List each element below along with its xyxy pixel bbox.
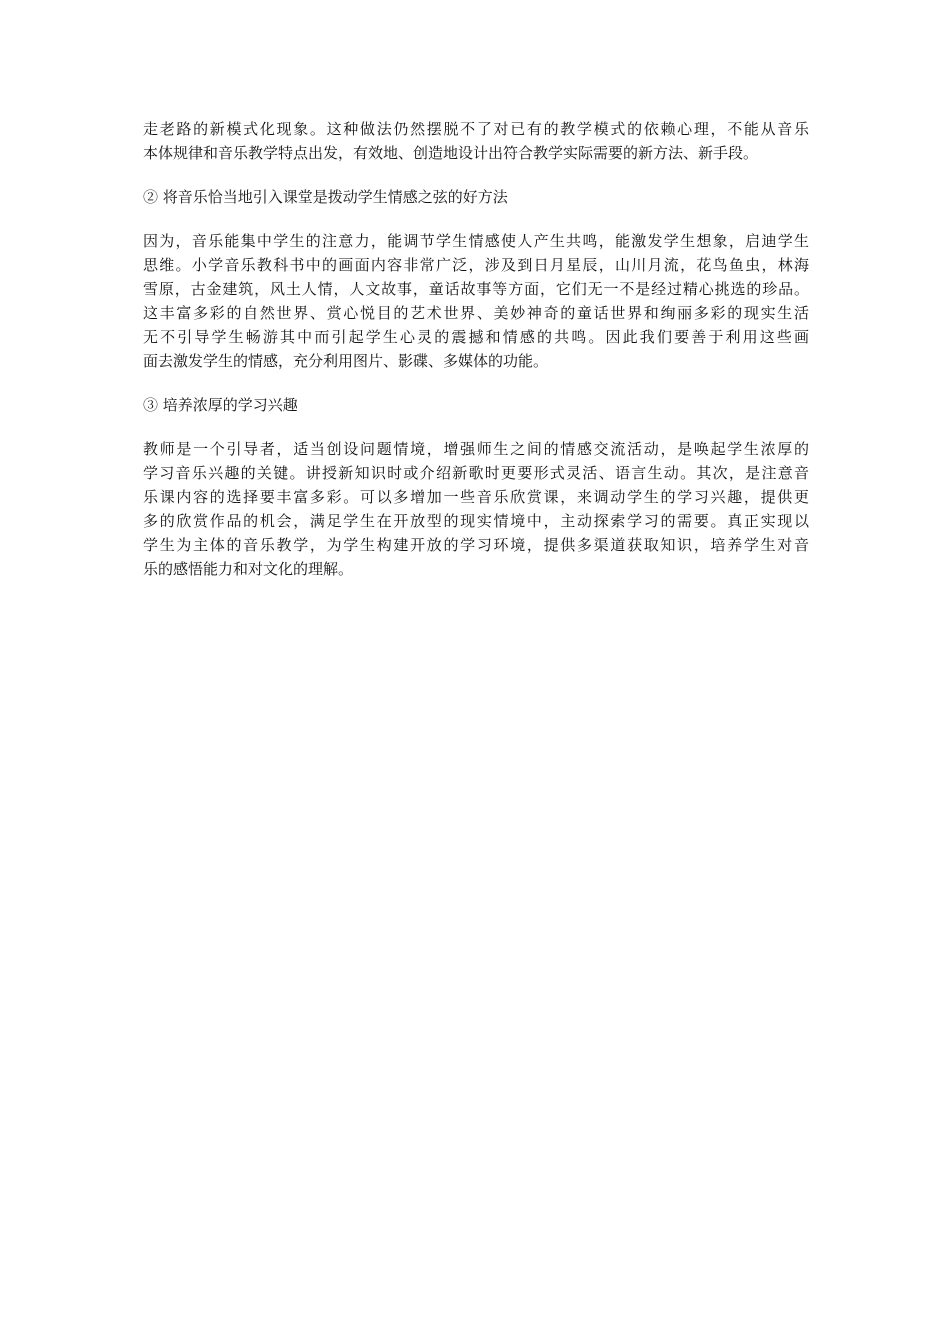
paragraph-line: 因为，音乐能集中学生的注意力，能调节学生情感使人产生共鸣，能激发学生想象，启迪学生 [143,232,809,250]
paragraph-line: 雪原，古金建筑，风土人情，人文故事，童话故事等方面，它们无一不是经过精心挑选的珍品。 [143,280,809,298]
paragraph-line: 学生为主体的音乐教学，为学生构建开放的学习环境，提供多渠道获取知识，培养学生对音 [143,536,809,554]
paragraph-line: 学习音乐兴趣的关键。讲授新知识时或介绍新歌时更要形式灵活、语言生动。其次，是注意音 [143,464,809,482]
paragraph-line: 乐的感悟能力和对文化的理解。 [143,560,354,578]
paragraph-line: 乐课内容的选择要丰富多彩。可以多增加一些音乐欣赏课，来调动学生的学习兴趣，提供更 [143,488,809,506]
paragraph-2 [143,229,809,373]
paragraph-line: 多的欣赏作品的机会，满足学生在开放型的现实情境中，主动探索学习的需要。真正实现以 [143,512,809,530]
section-heading-3: ③ 培养浓厚的学习兴趣 [143,396,298,414]
paragraph-line: 走老路的新模式化现象。这种做法仍然摆脱不了对已有的教学模式的依赖心理，不能从音乐 [143,120,809,138]
paragraph-line: 这丰富多彩的自然世界、赏心悦目的艺术世界、美妙神奇的童话世界和绚丽多彩的现实生活 [143,304,809,322]
section-heading-2: ② 将音乐恰当地引入课堂是拨动学生情感之弦的好方法 [143,188,508,206]
paragraph-line: 本体规律和音乐教学特点出发，有效地、创造地设计出符合教学实际需要的新方法、新手段。 [143,144,759,162]
paragraph-3 [143,437,809,581]
document-body [143,117,809,601]
paragraph-line: 无不引导学生畅游其中而引起学生心灵的震撼和情感的共鸣。因此我们要善于利用这些画 [143,328,809,346]
paragraph-line: 教师是一个引导者，适当创设问题情境，增强师生之间的情感交流活动，是唤起学生浓厚的 [143,440,809,458]
paragraph-1 [143,117,809,165]
paragraph-line: 思维。小学音乐教科书中的画面内容非常广泛，涉及到日月星辰，山川月流，花鸟鱼虫，林海 [143,256,809,274]
paragraph-line: 面去激发学生的情感，充分利用图片、影碟、多媒体的功能。 [143,352,549,370]
